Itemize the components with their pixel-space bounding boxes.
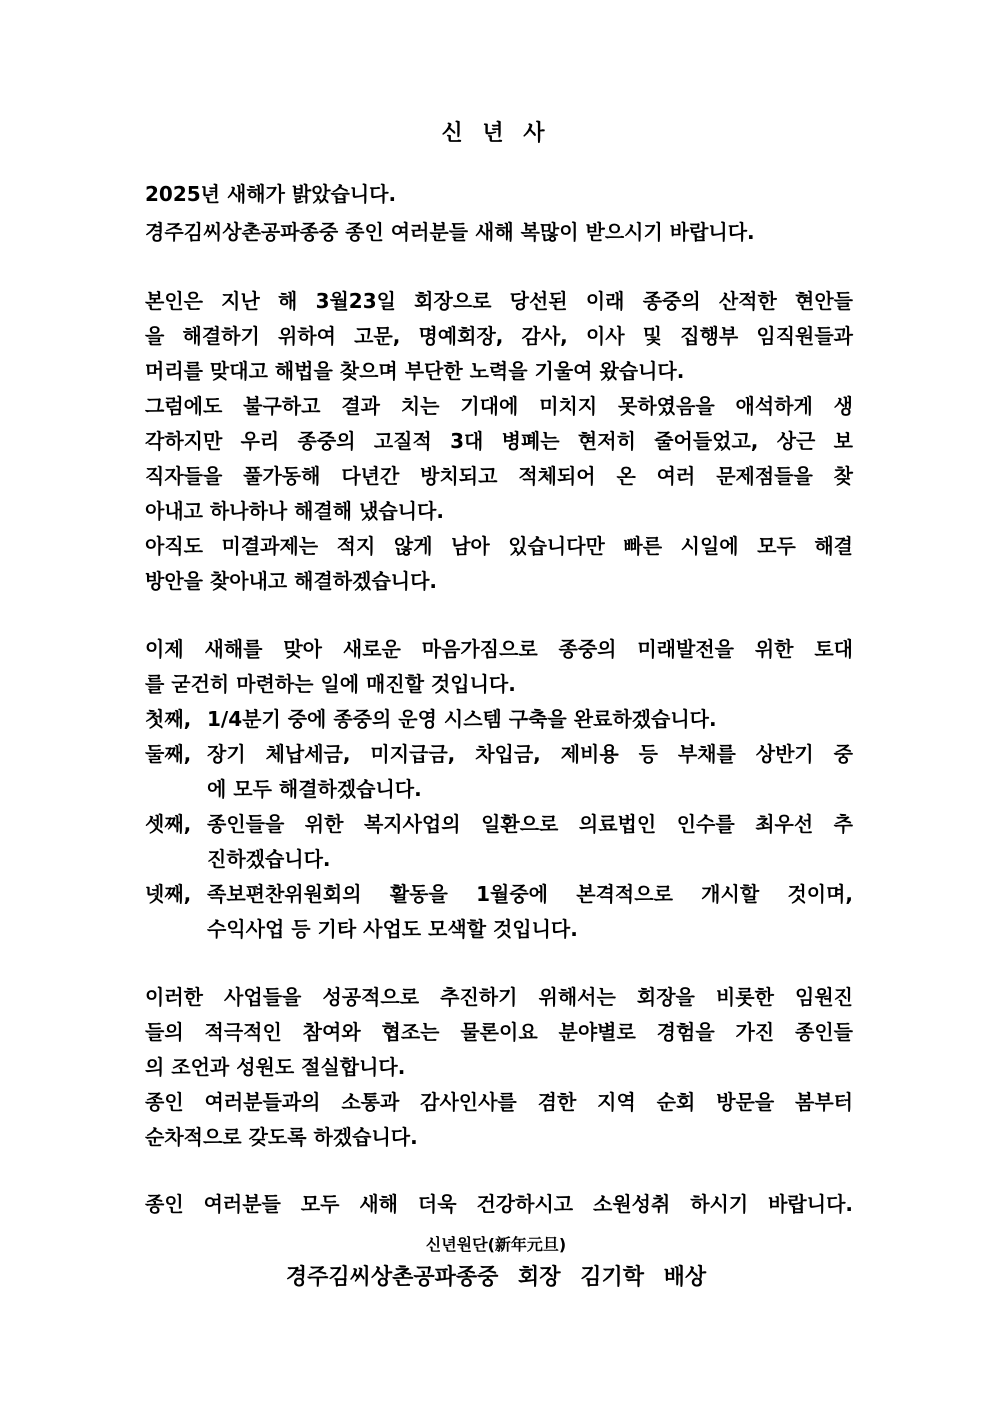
- paragraph-line: 이러한 사업들을 성공적으로 추진하기 위해서는 회장을 비롯한 임원진: [145, 985, 853, 1009]
- signature: 경주김씨상촌공파종중 회장 김기학 배상: [285, 1265, 707, 1290]
- plan-item: [145, 810, 853, 838]
- dateline: 신년원단(新年元旦): [425, 1235, 567, 1254]
- paragraph-line: 를 굳건히 마련하는 일에 매진할 것입니다.: [145, 672, 516, 696]
- plan-text: 1/4분기 중에 종중의 운영 시스템 구축을 완료하겠습니다.: [207, 707, 717, 731]
- closing-line: 종인 여러분들 모두 새해 더욱 건강하시고 소원성취 하시기 바랍니다.: [145, 1192, 853, 1216]
- plan-label: 둘째,: [145, 742, 192, 766]
- plan-text: 장기 체납세금, 미지급금, 차입금, 제비용 등 부채를 상반기 중: [207, 742, 853, 766]
- plan-text: 진하겠습니다.: [207, 847, 331, 871]
- page-title: 신 년 사: [441, 121, 551, 146]
- plan-text: 에 모두 해결하겠습니다.: [207, 777, 422, 801]
- paragraph-line: 을 해결하기 위하여 고문, 명예회장, 감사, 이사 및 집행부 임직원들과: [145, 324, 853, 348]
- paragraph-line: 직자들을 풀가동해 다년간 방치되고 적체되어 온 여러 문제점들을 찾: [145, 464, 853, 488]
- plan-item: [145, 740, 853, 768]
- greeting-line: 2025년 새해가 밝았습니다.: [145, 182, 397, 206]
- paragraph-line: 들의 적극적인 참여와 협조는 물론이요 분야별로 경험을 가진 종인들: [145, 1020, 853, 1044]
- plan-text: 종인들을 위한 복지사업의 일환으로 의료법인 인수를 최우선 추: [207, 812, 853, 836]
- greeting-line: 경주김씨상촌공파종중 종인 여러분들 새해 복많이 받으시기 바랍니다.: [145, 220, 755, 244]
- paragraph-line: 본인은 지난 해 3월23일 회장으로 당선된 이래 종중의 산적한 현안들: [145, 289, 853, 313]
- paragraph-line: 이제 새해를 맞아 새로운 마음가짐으로 종중의 미래발전을 위한 토대: [145, 637, 853, 661]
- plan-item: [145, 705, 853, 733]
- plan-text: 수익사업 등 기타 사업도 모색할 것입니다.: [207, 917, 578, 941]
- plan-label: 넷째,: [145, 882, 192, 906]
- plan-label: 첫째,: [145, 707, 192, 731]
- paragraph-line: 방안을 찾아내고 해결하겠습니다.: [145, 569, 438, 593]
- paragraph-line: 의 조언과 성원도 절실합니다.: [145, 1055, 406, 1079]
- paragraph-line: 각하지만 우리 종중의 고질적 3대 병폐는 현저히 줄어들었고, 상근 보: [145, 429, 853, 453]
- paragraph-line: 종인 여러분들과의 소통과 감사인사를 겸한 지역 순회 방문을 봄부터: [145, 1090, 853, 1114]
- paragraph-line: 그럼에도 불구하고 결과 치는 기대에 미치지 못하였음을 애석하게 생: [145, 394, 853, 418]
- paragraph-line: 머리를 맞대고 해법을 찾으며 부단한 노력을 기울여 왔습니다.: [145, 359, 685, 383]
- plan-item: [145, 880, 853, 908]
- paragraph-line: 순차적으로 갖도록 하겠습니다.: [145, 1125, 418, 1149]
- plan-text: 족보편찬위원회의 활동을 1월중에 본격적으로 개시할 것이며,: [207, 882, 853, 906]
- paragraph-line: 아내고 하나하나 해결해 냈습니다.: [145, 499, 444, 523]
- paragraph-line: 아직도 미결과제는 적지 않게 남아 있습니다만 빠른 시일에 모두 해결: [145, 534, 853, 558]
- plan-label: 셋째,: [145, 812, 192, 836]
